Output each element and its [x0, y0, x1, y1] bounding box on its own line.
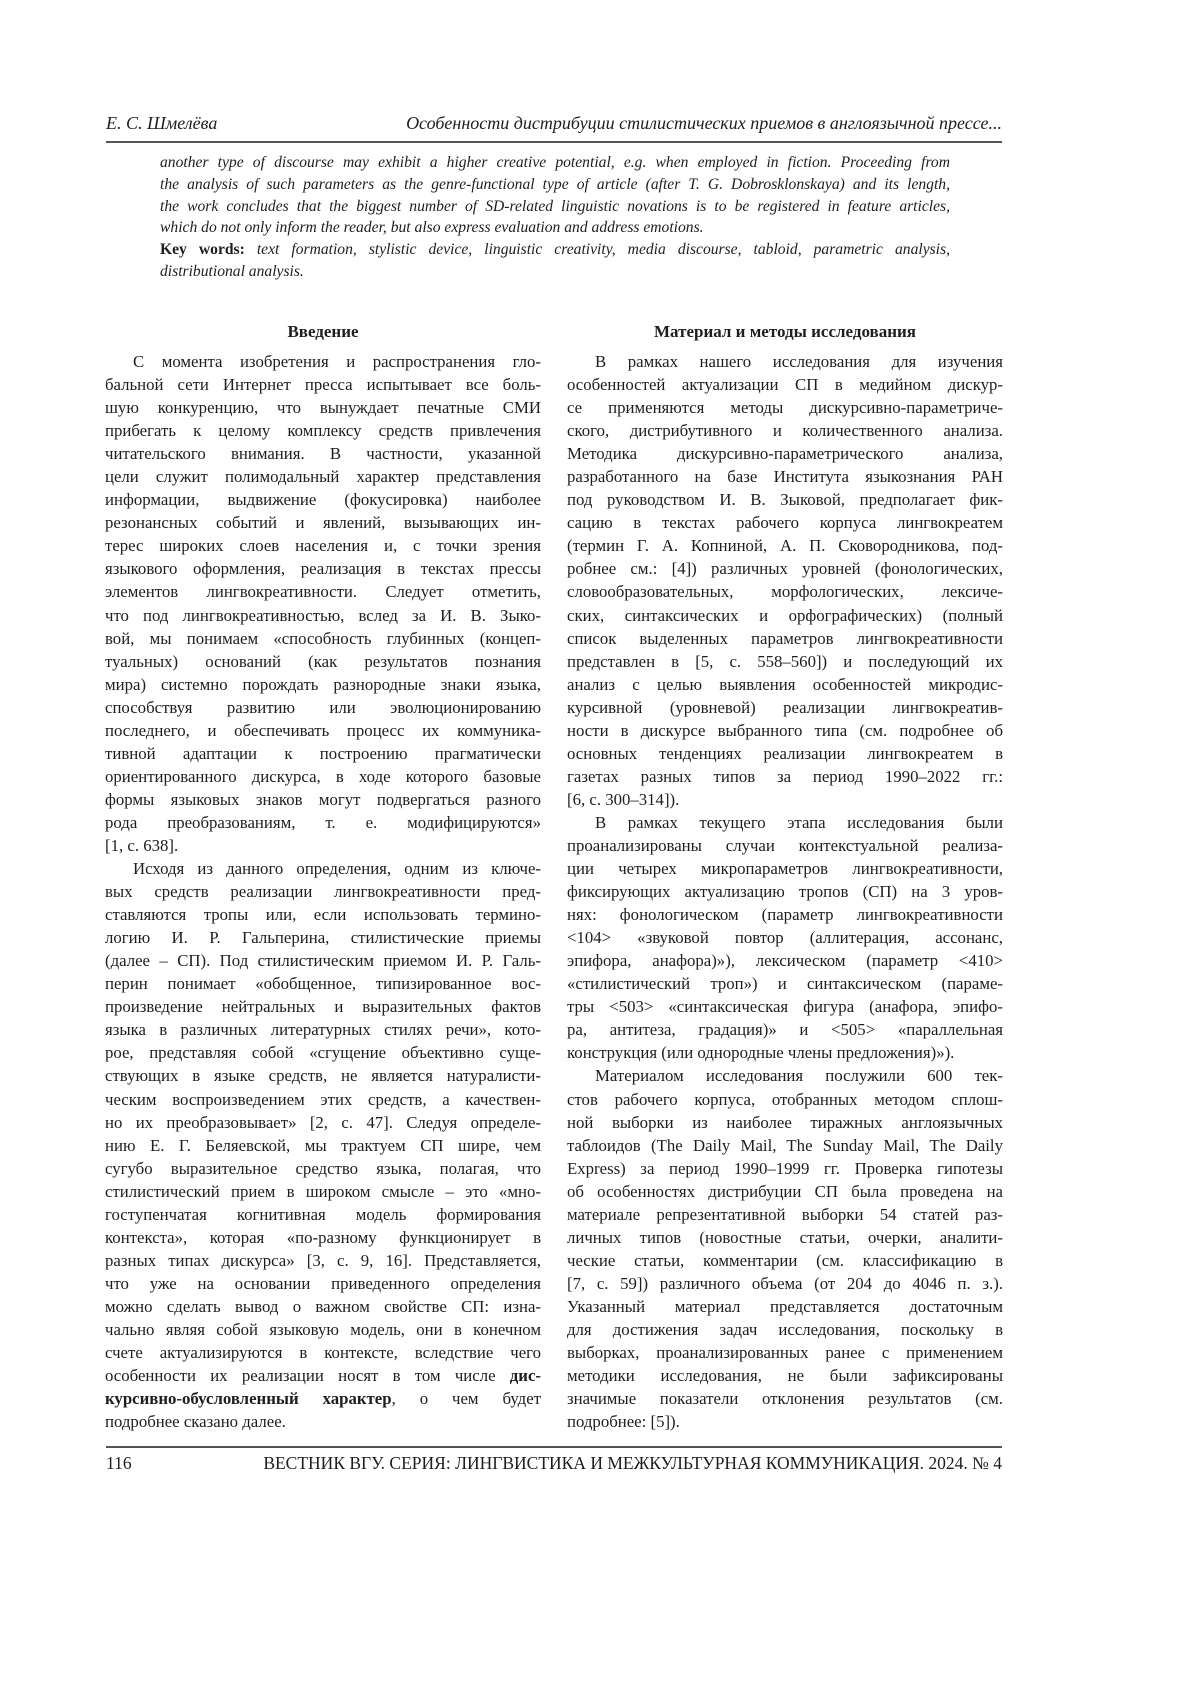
text-line: представлен в [5, с. 558–560]) и последующий их [567, 650, 1003, 673]
text-line: контекста», которая «по-разному функционирует в [105, 1226, 541, 1249]
text-line: языкового оформления, реализация в текстах прессы [105, 557, 541, 580]
text-line: [6, с. 300–314]). [567, 788, 1003, 811]
text-line: сугубо выразительное средство языка, полагая, что [105, 1157, 541, 1180]
text-line: рое, представляя собой «сгущение объективно суще- [105, 1041, 541, 1064]
text-line: се применяются методы дискурсивно-параметриче- [567, 396, 1003, 419]
text-line: чально являя собой языковую модель, они в конечном [105, 1318, 541, 1341]
text-line: прибегать к целому комплексу средств привлечения [105, 419, 541, 442]
text-line: ориентированного дискурса, в ходе которого базовые [105, 765, 541, 788]
section-heading-materials-methods: Материал и методы исследования [567, 320, 1003, 344]
text-line: элементов лингвокреативности. Следует отметить, [105, 580, 541, 603]
text-line: анализ с целью выявления особенностей микродис- [567, 673, 1003, 696]
text-line: ского, дистрибутивного и количественного анализа. [567, 419, 1003, 442]
text-line: ставляются тропы или, если использовать термино- [105, 903, 541, 926]
paragraph [567, 811, 1003, 1065]
text-line: ности в дискурсе выбранного типа (см. подробнее об [567, 719, 1003, 742]
header-rule [106, 141, 1002, 143]
keywords-line: distributional analysis. [160, 261, 950, 283]
text-line: стилистический прием в широком смысле – это «мно- [105, 1180, 541, 1203]
text-line: но их преобразовывает» [2, с. 47]. Следуя определе- [105, 1111, 541, 1134]
text-line: таблоидов (The Daily Mail, The Sunday Mail, The Daily [567, 1134, 1003, 1157]
text-line: Материалом исследования послужили 600 тек- [567, 1064, 1003, 1087]
keywords-line [160, 239, 950, 261]
text-line: газетах разных типов за период 1990–2022 гг.: [567, 765, 1003, 788]
text-line: перин понимает «обобщенное, типизированное вос- [105, 972, 541, 995]
text-line: список выделенных параметров лингвокреативности [567, 627, 1003, 650]
text-line: последнего, и обеспечивать процесс их коммуника- [105, 719, 541, 742]
text-line: ческие статьи, комментарии (см. классификацию в [567, 1249, 1003, 1272]
text-line: языка в различных литературных стилях речи», кото- [105, 1018, 541, 1041]
text-line: [1, с. 638]. [105, 834, 541, 857]
text-line: шую конкуренцию, что вынуждает печатные СМИ [105, 396, 541, 419]
text-line: стов рабочего корпуса, отобранных методом сплош- [567, 1088, 1003, 1111]
text-line: робнее см.: [4]) различных уровней (фонологических, [567, 557, 1003, 580]
text-line: значимые показатели отклонения результатов (см. [567, 1387, 1003, 1410]
text-segment: , о чем будет [392, 1389, 541, 1408]
text-line: об особенностях дистрибуции СП была проведена на [567, 1180, 1003, 1203]
text-line: вых средств реализации лингвокреативности пред- [105, 880, 541, 903]
text-line: произведение нейтральных и выразительных фактов [105, 995, 541, 1018]
keywords-label: Key words: [160, 241, 245, 258]
text-line: «стилистический троп») и синтаксическом (параме- [567, 972, 1003, 995]
text-line: Методика дискурсивно-параметрического анализа, [567, 442, 1003, 465]
text-line: особенностей актуализации СП в медийном дискур- [567, 373, 1003, 396]
text-line: эпифора, анафора)»), лексическом (параметр <410> [567, 949, 1003, 972]
text-line: (далее – СП). Под стилистическим приемом И. Р. Галь- [105, 949, 541, 972]
text-line: С момента изобретения и распространения гло- [105, 350, 541, 373]
journal-title: ВЕСТНИК ВГУ. СЕРИЯ: ЛИНГВИСТИКА И МЕЖКУЛЬТУРНАЯ КОММУНИКАЦИЯ. 2024. № 4 [263, 1453, 1002, 1474]
left-column [105, 320, 541, 1433]
right-column-body [567, 350, 1003, 1433]
text-line [105, 1387, 541, 1410]
paragraph [105, 857, 541, 1433]
abstract-line: the analysis of such parameters as the genre-functional type of article (after T. G. Dobrosklonskaya) and its length, [160, 174, 950, 196]
keywords-text: text formation, stylistic device, linguistic creativity, media discourse, tabloid, parametric analysis, [245, 241, 950, 258]
running-header [106, 113, 1002, 137]
text-line: Express) за период 1990–1999 гг. Проверка гипотезы [567, 1157, 1003, 1180]
text-line: бальной сети Интернет пресса испытывает все боль- [105, 373, 541, 396]
text-line: ческим воспроизведением этих средств, а качествен- [105, 1088, 541, 1111]
text-line: подробнее сказано далее. [105, 1410, 541, 1433]
paragraph [567, 1064, 1003, 1433]
text-line: конструкция (или однородные члены предложения)»). [567, 1041, 1003, 1064]
text-line: основных тенденциях реализации лингвокреатем в [567, 742, 1003, 765]
text-line: терес широких слоев населения и, с точки зрения [105, 534, 541, 557]
paragraph [105, 350, 541, 857]
text-line: личных типов (новостные статьи, очерки, аналити- [567, 1226, 1003, 1249]
text-line: В рамках нашего исследования для изучения [567, 350, 1003, 373]
abstract-line: the work concludes that the biggest number of SD-related linguistic novations is to be registered in feature articles, [160, 196, 950, 218]
text-line: <104> «звуковой повтор (аллитерация, ассонанс, [567, 926, 1003, 949]
abstract-line: which do not only inform the reader, but also express evaluation and address emotions. [160, 217, 950, 239]
text-line: В рамках текущего этапа исследования были [567, 811, 1003, 834]
text-line: нию Е. Г. Беляевской, мы трактуем СП шире, чем [105, 1134, 541, 1157]
text-line: методики исследования, не были зафиксированы [567, 1364, 1003, 1387]
text-line: информации, выдвижение (фокусировка) наиболее [105, 488, 541, 511]
abstract-line: another type of discourse may exhibit a higher creative potential, e.g. when employed in fiction. Proceeding from [160, 152, 950, 174]
text-line: Указанный материал представляется достаточным [567, 1295, 1003, 1318]
text-line: читательского внимания. В частности, указанной [105, 442, 541, 465]
text-line: логию И. Р. Гальперина, стилистические приемы [105, 926, 541, 949]
text-line: для достижения задач исследования, поскольку в [567, 1318, 1003, 1341]
text-line: нях: фонологическом (параметр лингвокреативности [567, 903, 1003, 926]
text-line: способствуя развитию или эволюционированию [105, 696, 541, 719]
bold-text: дис- [510, 1366, 541, 1385]
right-column [567, 320, 1003, 1433]
text-line: словообразовательных, морфологических, лексиче- [567, 580, 1003, 603]
footer-rule [106, 1446, 1002, 1448]
section-heading-introduction: Введение [105, 320, 541, 344]
page-number: 116 [106, 1453, 132, 1474]
text-line: разных типах дискурса» [3, с. 9, 16]. Представляется, [105, 1249, 541, 1272]
text-line [105, 1364, 541, 1387]
text-line: резонансных событий и явлений, вызывающих ин- [105, 511, 541, 534]
text-line: (термин Г. А. Копниной, А. П. Сковородникова, под- [567, 534, 1003, 557]
text-line: ной выборки из наиболее тиражных англоязычных [567, 1111, 1003, 1134]
text-segment: особенности их реализации носят в том числе [105, 1366, 510, 1385]
text-line: что под лингвокреативностью, вслед за И. В. Зыко- [105, 604, 541, 627]
header-author: Е. С. Шмелёва [106, 113, 217, 134]
text-line: туальных) оснований (как результатов познания [105, 650, 541, 673]
text-line: вой, мы понимаем «способность глубинных (концеп- [105, 627, 541, 650]
text-line: что уже на основании приведенного определения [105, 1272, 541, 1295]
text-line: ствующих в языке средств, не является натуралисти- [105, 1064, 541, 1087]
text-line: ских, синтаксических и орфографических) (полный [567, 604, 1003, 627]
header-running-title: Особенности дистрибуции стилистических приемов в англоязычной прессе... [406, 113, 1002, 134]
bold-text: курсивно-обусловленный характер [105, 1389, 392, 1408]
text-line: выборках, проанализированных ранее с применением [567, 1341, 1003, 1364]
text-line: ции четырех микропараметров лингвокреативности, [567, 857, 1003, 880]
left-column-body [105, 350, 541, 1433]
paragraph [567, 350, 1003, 811]
abstract [160, 152, 950, 283]
text-line: проанализированы случаи контекстуальной реализа- [567, 834, 1003, 857]
text-line: тры <503> «синтаксическая фигура (анафора, эпифо- [567, 995, 1003, 1018]
text-line: фиксирующих актуализацию тропов (СП) на 3 уров- [567, 880, 1003, 903]
text-line: под руководством И. В. Зыковой, предполагает фик- [567, 488, 1003, 511]
text-line: материале репрезентативной выборки 54 статей раз- [567, 1203, 1003, 1226]
text-line: цели служит полимодальный характер представления [105, 465, 541, 488]
text-line: можно сделать вывод о важном свойстве СП: изна- [105, 1295, 541, 1318]
text-line: [7, с. 59]) различного объема (от 204 до 4046 п. з.). [567, 1272, 1003, 1295]
text-line: курсивной (уровневой) реализации лингвокреатив- [567, 696, 1003, 719]
text-line: мира) системно порождать разнородные знаки языка, [105, 673, 541, 696]
text-line: формы языковых знаков могут подвергаться разного [105, 788, 541, 811]
text-line: разработанного на базе Института языкознания РАН [567, 465, 1003, 488]
text-line: подробнее: [5]). [567, 1410, 1003, 1433]
text-line: сацию в текстах рабочего корпуса лингвокреатем [567, 511, 1003, 534]
text-line: ра, антитеза, градация)» и <505> «параллельная [567, 1018, 1003, 1041]
text-line: тивной адаптации к построению прагматически [105, 742, 541, 765]
text-line: рода преобразованиям, т. е. модифицируются» [105, 811, 541, 834]
text-line: гоступенчатая когнитивная модель формирования [105, 1203, 541, 1226]
text-line: счете актуализируются в контексте, вследствие чего [105, 1341, 541, 1364]
text-line: Исходя из данного определения, одним из ключе- [105, 857, 541, 880]
